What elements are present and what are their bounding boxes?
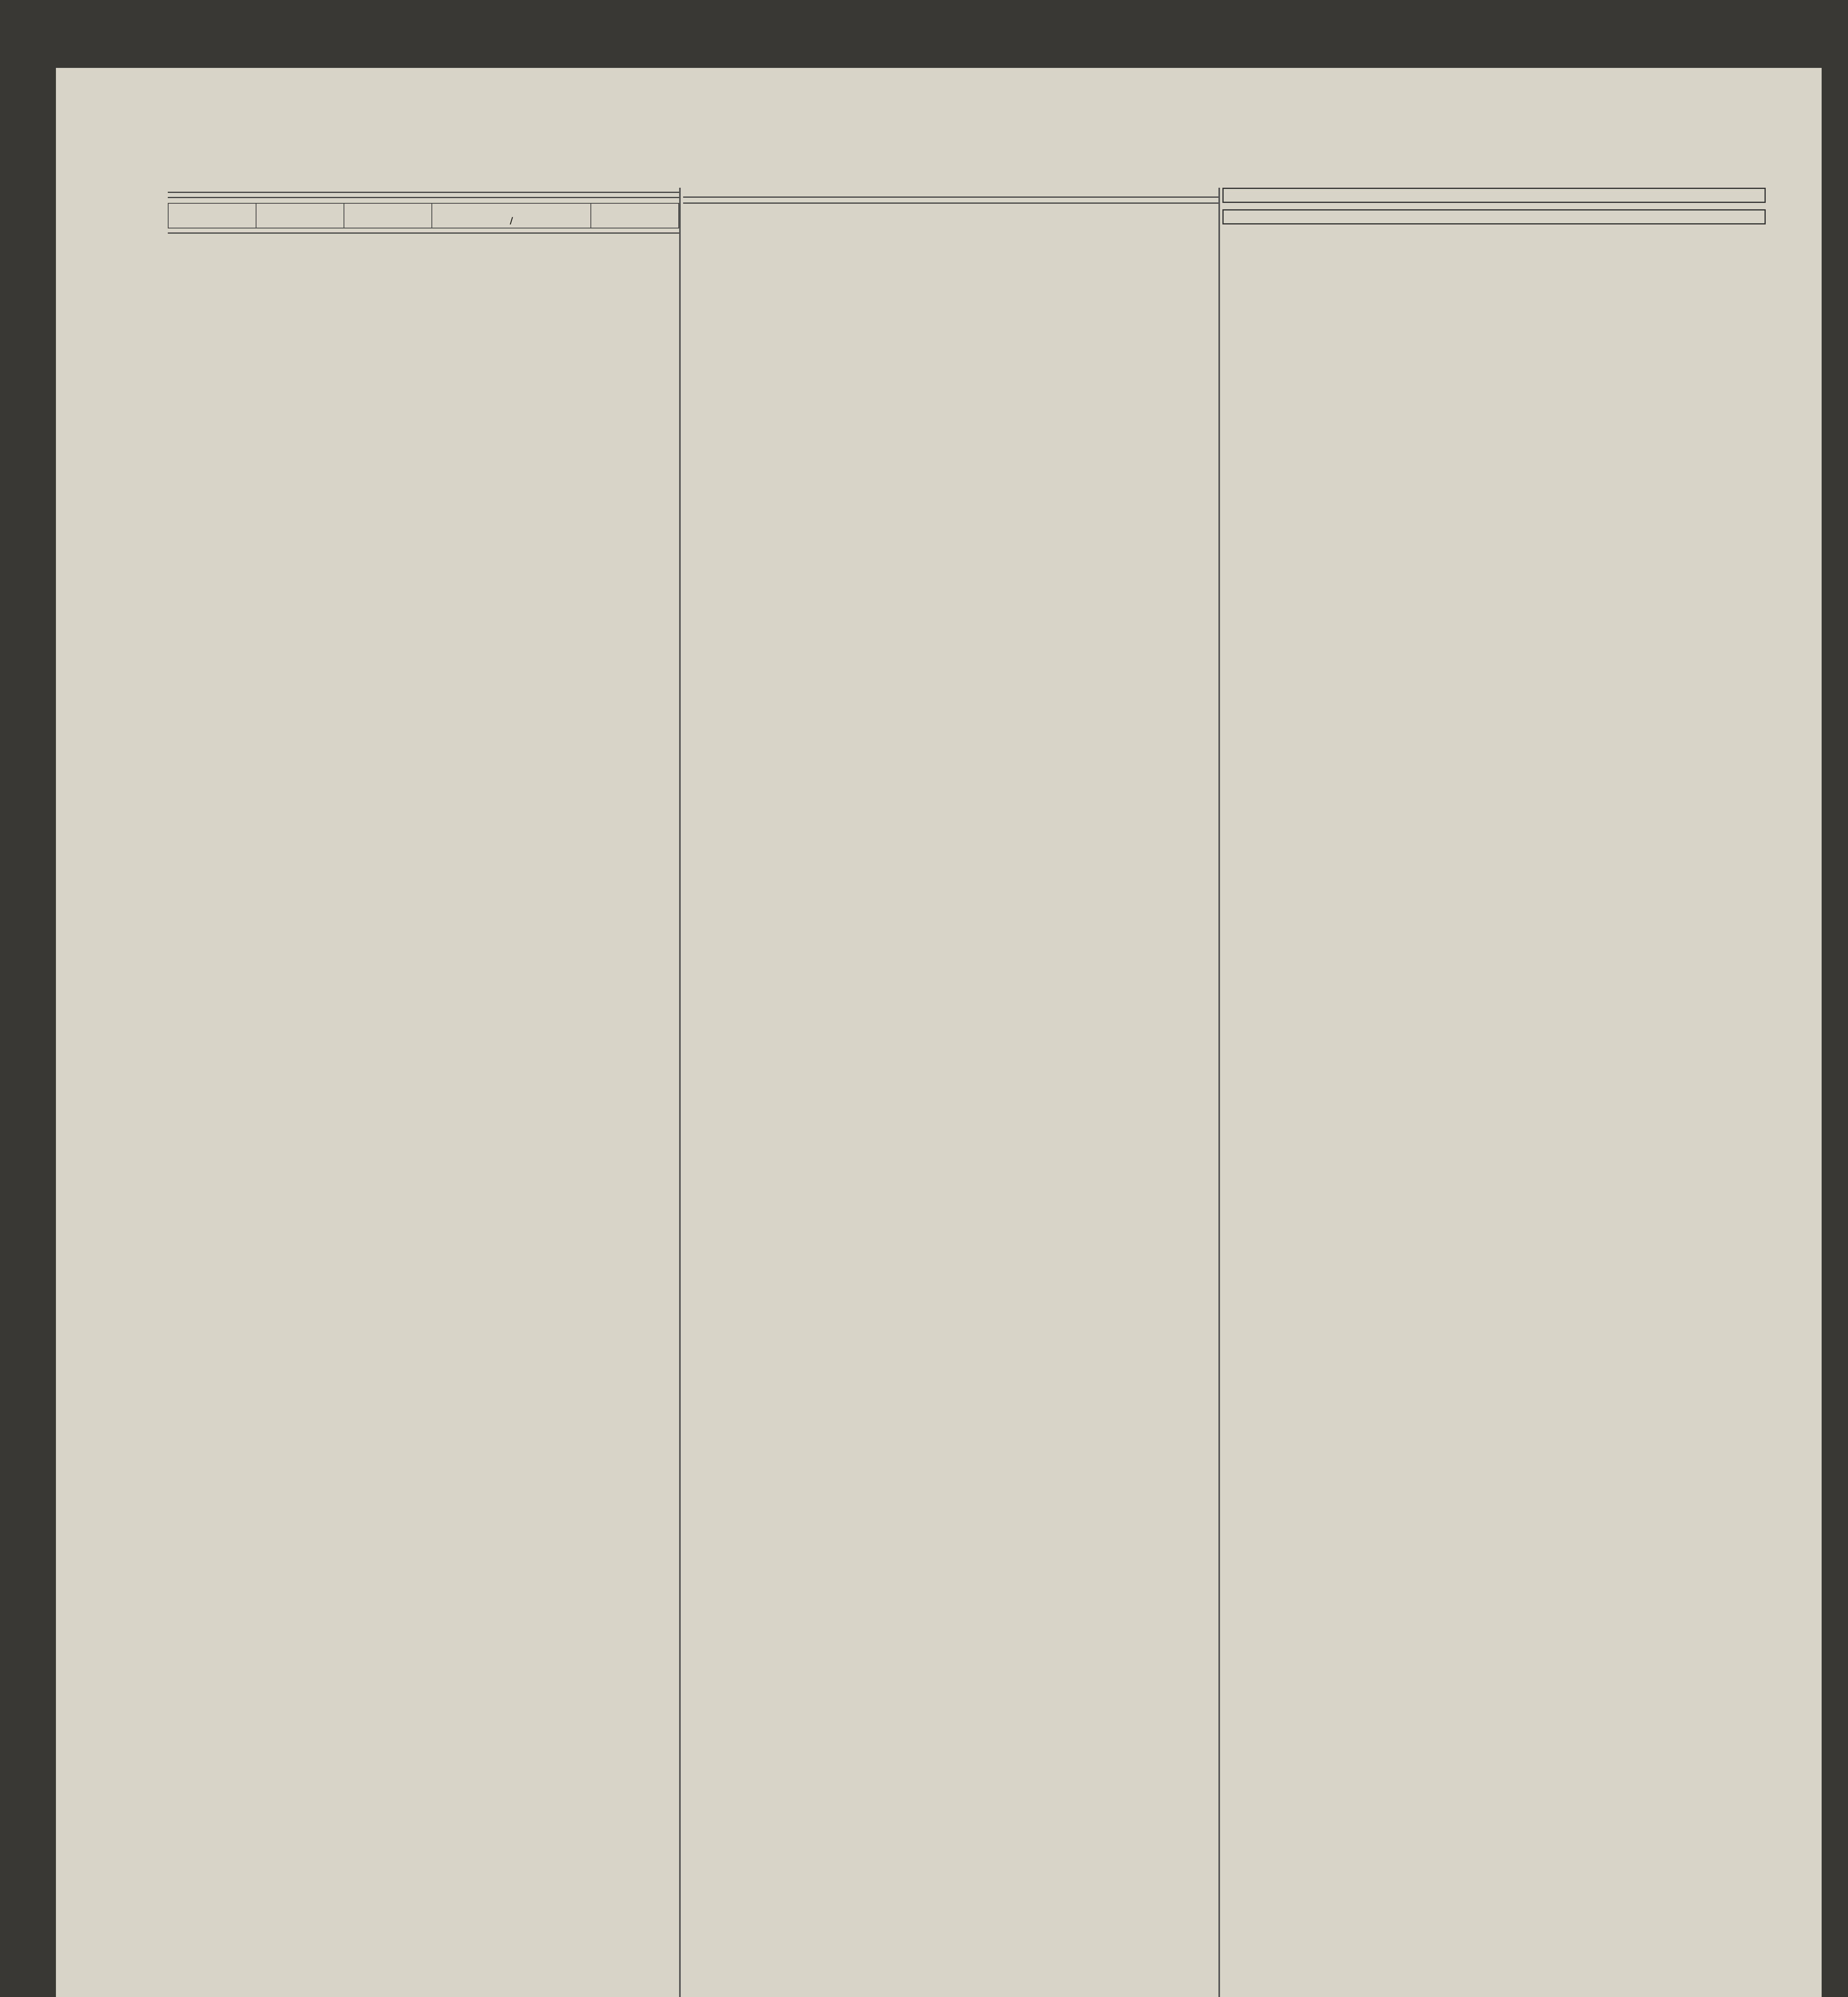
- agents-box: [1222, 188, 1766, 203]
- col-header: [256, 203, 344, 228]
- col-header: /: [432, 203, 590, 228]
- tirages-table-header: [168, 203, 679, 228]
- newspaper-page: [56, 68, 1822, 1997]
- column-agents: [1222, 188, 1766, 224]
- col-header: [344, 203, 432, 228]
- column-rule: [679, 188, 681, 1997]
- column-tarifs: [683, 188, 1218, 208]
- decrets-box: [1222, 209, 1766, 224]
- column-rule: [1218, 188, 1220, 1997]
- col-header: [591, 203, 679, 228]
- column-coupons-tirages: [168, 188, 679, 238]
- col-header: [168, 203, 256, 228]
